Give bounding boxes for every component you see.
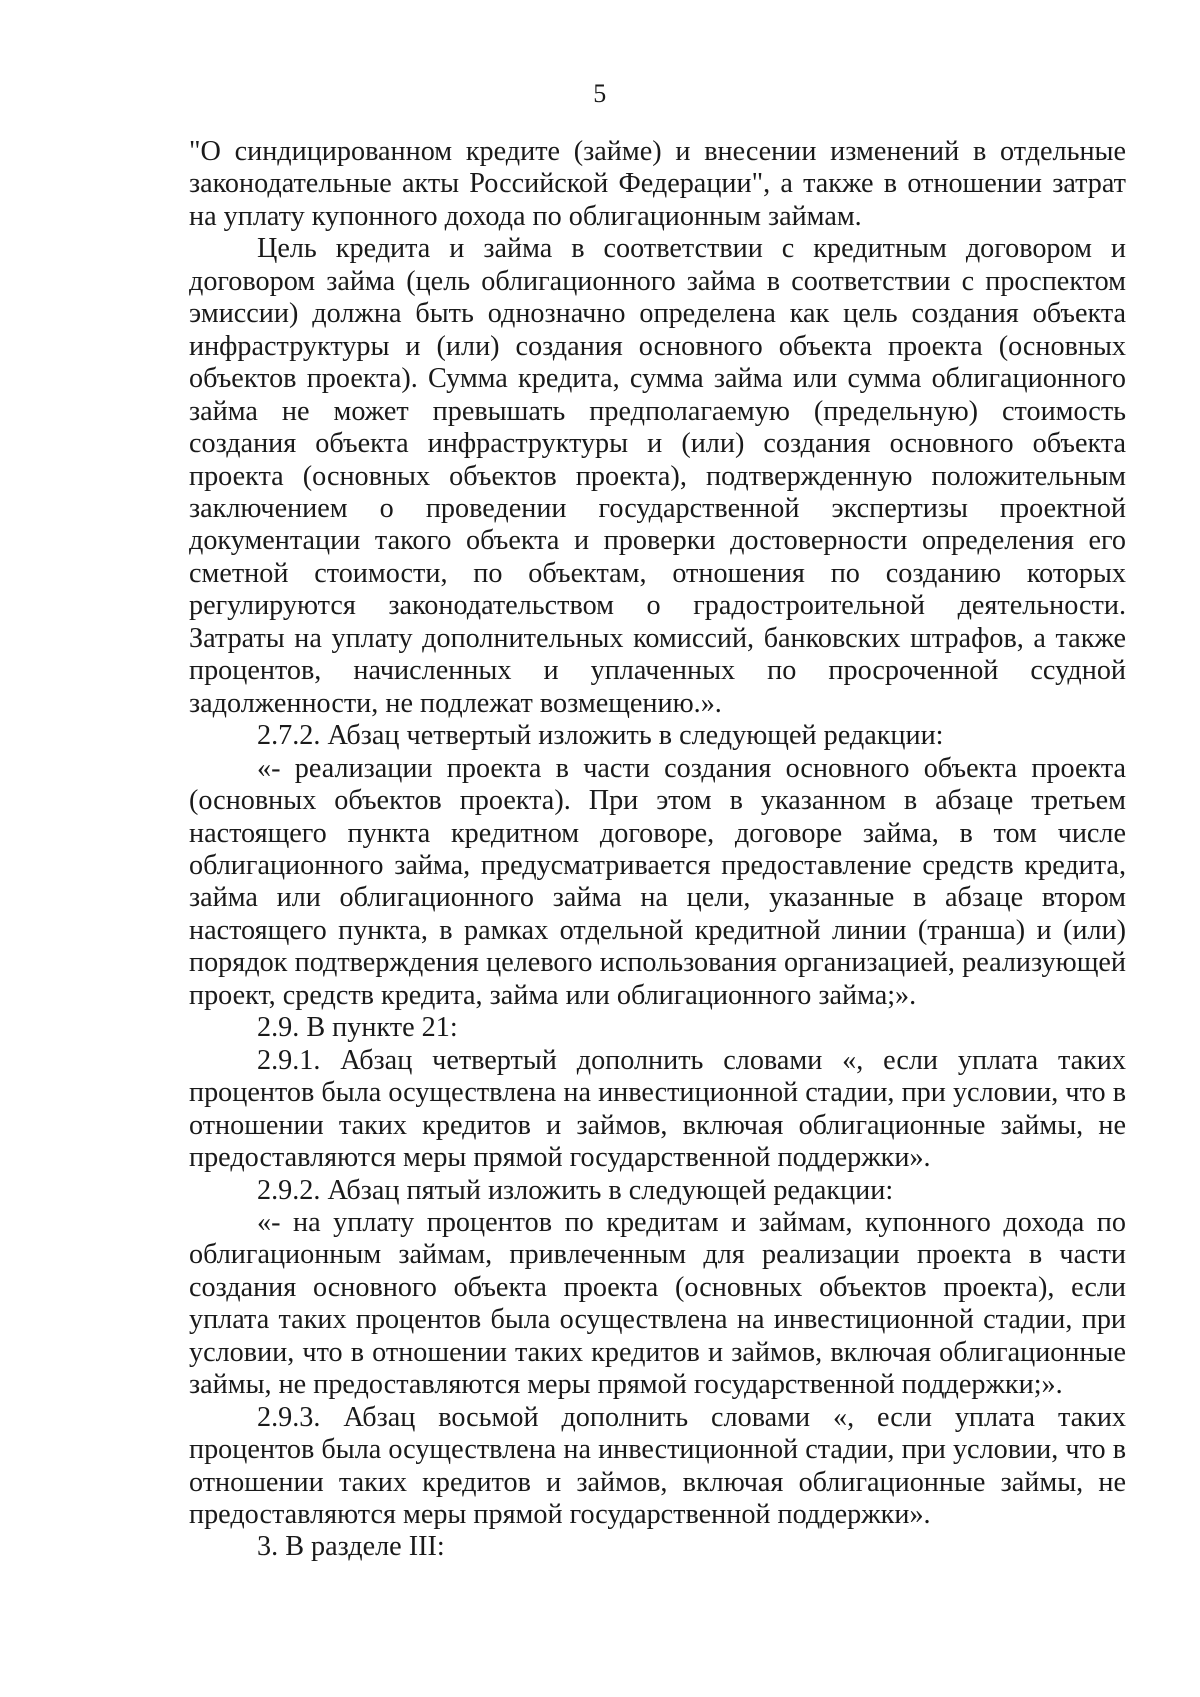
paragraph-2-9-3: 2.9.3. Абзац восьмой дополнить словами «, если уплата таких процентов была осуществлена на инвестиционной стадии, при условии, что в отношении таких кредитов и займов, включая облигационные займы, не предоставляются меры прямой государственной поддержки». (189, 1401, 1126, 1531)
paragraph-2-9-1: 2.9.1. Абзац четвертый дополнить словами «, если уплата таких процентов была осуществлена на инвестиционной стадии, при условии, что в отношении таких кредитов и займов, включая облигационные займы, не предоставляются меры прямой государственной поддержки». (189, 1044, 1126, 1174)
page-number: 5 (593, 79, 607, 108)
paragraph-continuation: "О синдицированном кредите (займе) и внесении изменений в отдельные законодательные акты Российской Федерации", а также в отношении затрат на уплату купонного дохода по облигационным займам. (189, 136, 1126, 232)
paragraph-2-7-2: 2.7.2. Абзац четвертый изложить в следующей редакции: (257, 720, 944, 752)
paragraph-quote-project: «- реализации проекта в части создания основного объекта проекта (основных объектов проекта). При этом в указанном в абзаце третьем настоящего пункта кредитном договоре, договоре займа, в том числе облигационного займа, предусматривается предоставление средств кредита, займа или облигационного займа на цели, указанные в абзаце втором настоящего пункта, в рамках отдельной кредитной линии (транша) и (или) порядок подтверждения целевого использования организацией, реализующей проект, средств кредита, займа или облигационного займа;». (189, 752, 1126, 1011)
paragraph-quote-interest: «- на уплату процентов по кредитам и займам, купонного дохода по облигационным займам, привлеченным для реализации проекта в части создания основного объекта проекта (основных объектов проекта), если уплата таких процентов была осуществлена на инвестиционной стадии, при условии, что в отношении таких кредитов и займов, включая облигационные займы, не предоставляются меры прямой государственной поддержки;». (189, 1206, 1126, 1401)
paragraph-section-3: 3. В разделе III: (257, 1531, 445, 1563)
paragraph-2-9: 2.9. В пункте 21: (257, 1012, 458, 1044)
document-body (189, 136, 1126, 1564)
paragraph-2-9-2: 2.9.2. Абзац пятый изложить в следующей редакции: (257, 1174, 894, 1206)
paragraph-credit-purpose: Цель кредита и займа в соответствии с кредитным договором и договором займа (цель облигационного займа в соответствии с проспектом эмиссии) должна быть однозначно определена как цель создания объекта инфраструктуры и (или) создания основного объекта проекта (основных объектов проекта). Сумма кредита, сумма займа или сумма облигационного займа не может превышать предполагаемую (предельную) стоимость создания объекта инфраструктуры и (или) создания основного объекта проекта (основных объектов проекта), подтвержденную положительным заключением о проведении государственной экспертизы проектной документации такого объекта и проверки достоверности определения его сметной стоимости, по объектам, отношения по созданию которых регулируются законодательством о градостроительной деятельности. Затраты на уплату дополнительных комиссий, банковских штрафов, а также процентов, начисленных и уплаченных по просроченной ссудной задолженности, не подлежат возмещению.». (189, 233, 1126, 719)
